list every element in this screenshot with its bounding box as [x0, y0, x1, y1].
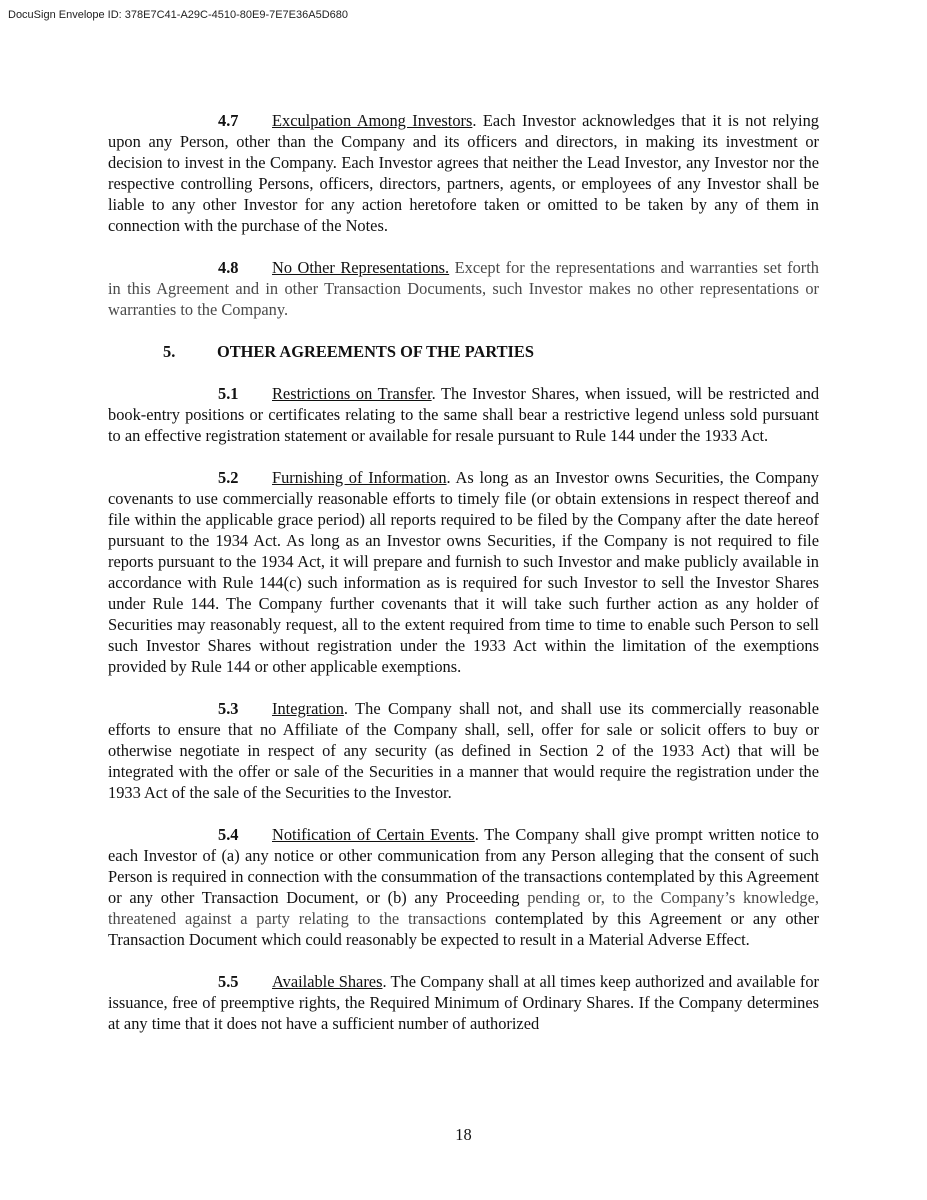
section-text: . The Investor Shares, when issued, will be restricted and book-entry positions or certificates relating to the same shall bear a restrictive legend unless sold pursuant to an effective registration statement or available for resale pursuant to Rule 144 under the 1933 Act. — [108, 384, 820, 445]
section-title: Exculpation Among Investors — [272, 111, 473, 130]
article-heading — [108, 341, 819, 362]
document-body — [108, 110, 819, 1055]
heading-title: OTHER AGREEMENTS OF THE PARTIES — [217, 342, 534, 361]
section-text-faded: pending or, to the Company’s knowledge, threatened against a party relating to the transactions — [108, 888, 819, 928]
envelope-id: DocuSign Envelope ID: 378E7C41-A29C-4510-80E9-7E7E36A5D680 — [8, 9, 349, 21]
section-text: . The Company shall not, and shall use its commercially reasonable efforts to ensure that no Affiliate of the Company shall, sell, offer for sale or solicit offers to buy or otherwise negotiate in respect of any security (as defined in Section 2 of the 1933 Act) that will be integrated with the offer or sale of the Securities in a manner that would require the registration under the 1933 Act of the sale of the Securities to the Investor. — [108, 699, 819, 802]
section-text: contemplated by this Agreement or any other Transaction Document which could reasonably be expected to result in a Material Adverse Effect. — [108, 909, 820, 949]
section-text: . The Company shall give prompt written notice to each Investor of (a) any notice or other communication from any Person alleging that the consent of such Person is required in connection with the consummation of the transactions contemplated by this Agreement or any other Transaction Document, or (b) any Proceeding — [108, 825, 819, 907]
section-5-3 — [108, 698, 819, 803]
section-4-7 — [108, 110, 819, 236]
section-title: No Other Representations. — [272, 258, 450, 277]
section-title: Available Shares — [272, 972, 383, 991]
section-number: 5.4 — [218, 825, 239, 844]
section-4-8 — [108, 257, 819, 320]
section-number: 4.8 — [218, 258, 239, 277]
heading-number: 5. — [163, 342, 176, 361]
section-text: . The Company shall at all times keep authorized and available for issuance, free of preemptive rights, the Required Minimum of Ordinary Shares. If the Company determines at any time that it does not have a sufficient number of authorized — [108, 972, 819, 1033]
section-number: 5.3 — [218, 699, 239, 718]
section-5-4 — [108, 824, 819, 950]
section-text: Except for the representations and warranties set forth in this Agreement and in other Transaction Documents, such Investor makes no other representations or warranties to the Company. — [108, 258, 819, 319]
section-text: . Each Investor acknowledges that it is not relying upon any Person, other than the Company and its officers and directors, in making its investment or decision to invest in the Company. Each Investor agrees that neither the Lead Investor, any Investor nor the respective controlling Persons, officers, directors, partners, agents, or employees of any Investor shall be liable to any other Investor for any action heretofore taken or omitted to be taken by any of them in connection with the purchase of the Notes. — [108, 111, 819, 235]
section-number: 5.5 — [218, 972, 239, 991]
section-number: 4.7 — [218, 111, 239, 130]
section-title: Integration — [272, 699, 344, 718]
section-title: Furnishing of Information — [272, 468, 447, 487]
section-number: 5.1 — [218, 384, 239, 403]
section-5-5 — [108, 971, 819, 1034]
page-number: 18 — [455, 1125, 472, 1144]
section-5-1 — [108, 383, 819, 446]
section-text: . As long as an Investor owns Securities, the Company covenants to use commercially reasonable efforts to timely file (or obtain extensions in respect thereof and file within the applicable grace period) all reports required to be filed by the Company after the date hereof pursuant to the 1934 Act. As long as an Investor owns Securities, if the Company is not required to file reports pursuant to the 1934 Act, it will prepare and furnish to such Investor and make publicly available in accordance with Rule 144(c) such information as is required for such Investor to sell the Investor Shares under Rule 144. The Company further covenants that it will take such further action as any holder of Securities may reasonably request, all to the extent required from time to time to enable such Person to sell such Investor Shares without registration under the 1933 Act within the limitation of the exemptions provided by Rule 144 or other applicable exemptions. — [108, 468, 819, 676]
section-title: Notification of Certain Events — [272, 825, 475, 844]
section-number: 5.2 — [218, 468, 239, 487]
section-title: Restrictions on Transfer — [272, 384, 432, 403]
section-5-2 — [108, 467, 819, 677]
